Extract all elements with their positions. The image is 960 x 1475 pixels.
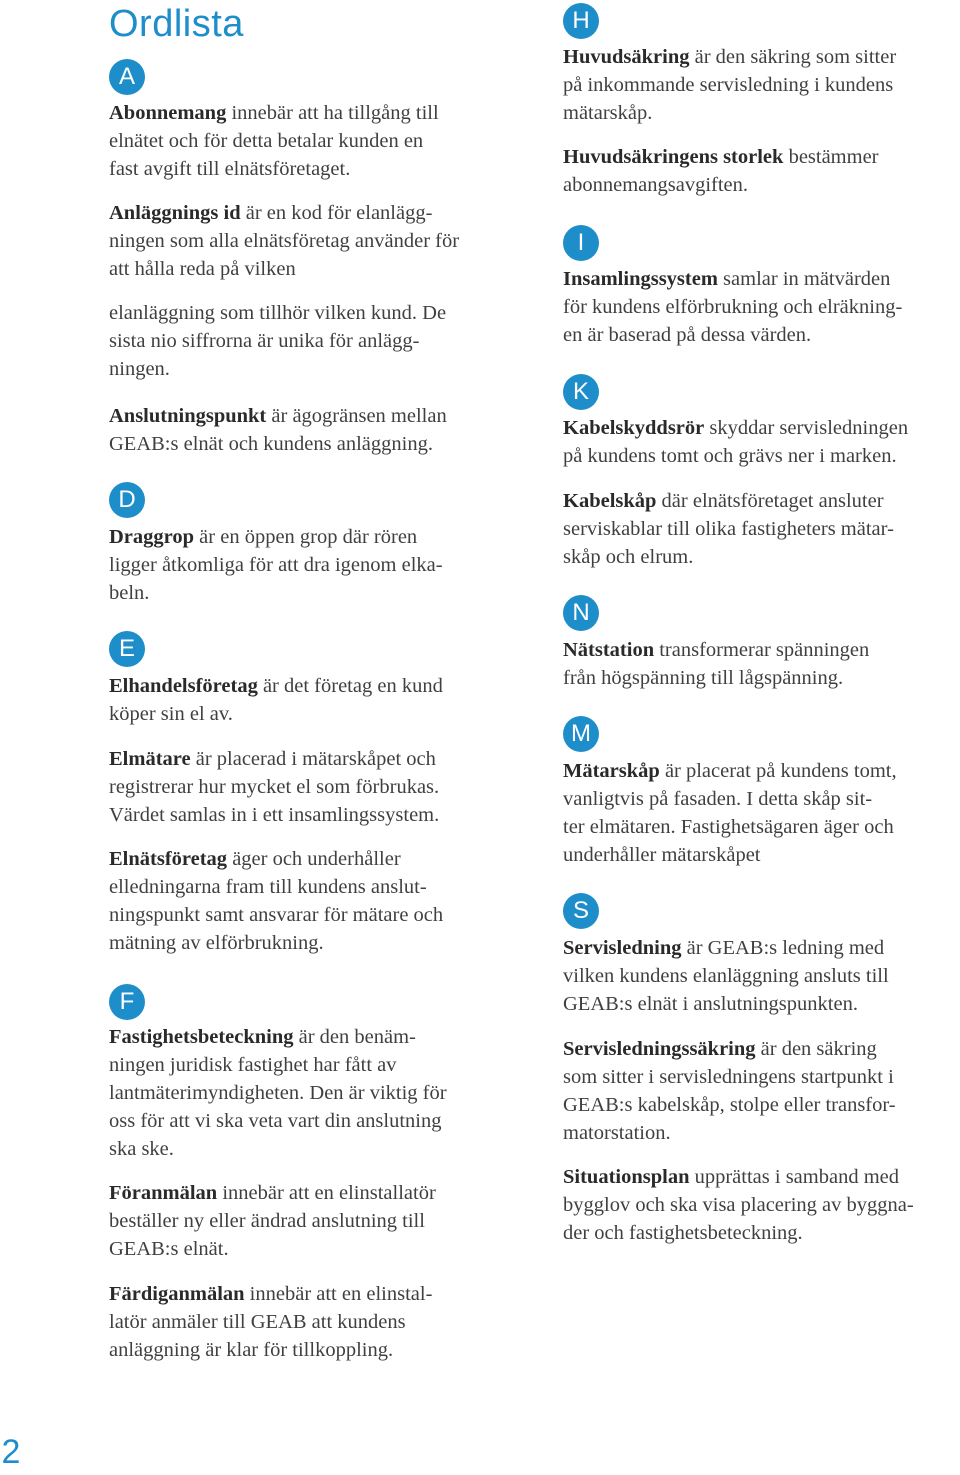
entry-text: oss för att vi ska veta vart din anslutning xyxy=(109,1110,442,1132)
entry-text: anläggning är klar för tillkoppling. xyxy=(109,1339,394,1361)
entry-text: bygglov och ska visa placering av byggna- xyxy=(563,1194,914,1216)
entry-text: från högspänning till lågspänning. xyxy=(563,667,844,689)
entry-text: upprättas i samband med xyxy=(689,1166,899,1188)
entry-anlaggnings-id xyxy=(109,199,459,283)
entry-elmatare xyxy=(109,745,439,829)
entry-text: ningspunkt samt ansvarar för mätare och xyxy=(109,904,444,926)
entry-term: Mätarskåp xyxy=(563,760,660,782)
entry-text: en är baserad på dessa värden. xyxy=(563,324,812,346)
entry-text: fast avgift till elnätsföretaget. xyxy=(109,158,351,180)
letter-heading-d: D xyxy=(109,482,145,518)
letter-heading-m: M xyxy=(563,716,599,752)
entry-text: är den säkring som sitter xyxy=(689,46,897,68)
entry-text: sista nio siffrorna är unika för anlägg- xyxy=(109,330,420,352)
entry-elnatsforetag xyxy=(109,845,443,957)
entry-anslutningspunkt xyxy=(109,402,447,458)
letter-heading-k: K xyxy=(563,374,599,410)
letter-heading-h: H xyxy=(563,3,599,39)
entry-text: lantmäterimyndigheten. Den är viktig för xyxy=(109,1082,447,1104)
entry-draggrop xyxy=(109,523,443,607)
entry-text: innebär att ha tillgång till xyxy=(226,102,439,124)
entry-text: ningen. xyxy=(109,358,170,380)
entry-term: Servisledningssäkring xyxy=(563,1038,756,1060)
entry-text: GEAB:s elnät och kundens anläggning. xyxy=(109,433,433,455)
entry-anlaggnings-id-continued xyxy=(109,299,446,383)
entry-text: GEAB:s kabelskåp, stolpe eller transfor- xyxy=(563,1094,896,1116)
entry-text: vanligtvis på fasaden. I detta skåp sit- xyxy=(563,788,873,810)
entry-text: GEAB:s elnät i anslutningspunkten. xyxy=(563,993,858,1015)
entry-text: ska ske. xyxy=(109,1138,174,1160)
entry-term: Abonnemang xyxy=(109,102,227,124)
entry-text: där elnätsföretaget ansluter xyxy=(656,490,884,512)
entry-text: innebär att en elinstal- xyxy=(244,1283,433,1305)
entry-term: Fastighetsbeteckning xyxy=(109,1026,294,1048)
entry-text: köper sin el av. xyxy=(109,703,233,725)
entry-text: serviskablar till olika fastigheters mätar- xyxy=(563,518,894,540)
entry-text: är GEAB:s ledning med xyxy=(681,937,885,959)
entry-term: Huvudsäkringens storlek xyxy=(563,146,784,168)
entry-text: Värdet samlas in i ett insamlingssystem. xyxy=(109,804,440,826)
entry-text: ter elmätaren. Fastighetsägaren äger och xyxy=(563,816,894,838)
entry-text: ningen som alla elnätsföretag använder för xyxy=(109,230,460,252)
entry-text: vilken kundens elanläggning ansluts till xyxy=(563,965,889,987)
entry-text: der och fastighetsbeteckning. xyxy=(563,1222,803,1244)
entry-text: registrerar hur mycket el som förbrukas. xyxy=(109,776,440,798)
letter-heading-i: I xyxy=(563,225,599,261)
entry-foranmalan xyxy=(109,1179,436,1263)
entry-kabelskyddsror xyxy=(563,414,908,470)
entry-text: är en öppen grop där rören xyxy=(194,526,418,548)
entry-term: Elhandelsföretag xyxy=(109,675,258,697)
entry-text: latör anmäler till GEAB att kundens xyxy=(109,1311,406,1333)
entry-fardiganmalan xyxy=(109,1280,432,1364)
entry-situationsplan xyxy=(563,1163,914,1247)
entry-elhandelsforetag xyxy=(109,672,443,728)
entry-term: Situationsplan xyxy=(563,1166,690,1188)
entry-text: skåp och elrum. xyxy=(563,546,694,568)
entry-text: är den benäm- xyxy=(293,1026,416,1048)
entry-text: transformerar spänningen xyxy=(654,639,870,661)
entry-text: innebär att en elinstallatör xyxy=(217,1182,436,1204)
entry-text: är det företag en kund xyxy=(257,675,443,697)
entry-text: skyddar servisledningen xyxy=(704,417,909,439)
letter-heading-e: E xyxy=(109,631,145,667)
entry-fastighetsbeteckning xyxy=(109,1023,447,1163)
entry-text: matorstation. xyxy=(563,1122,671,1144)
entry-term: Servisledning xyxy=(563,937,682,959)
entry-huvudsakring xyxy=(563,43,896,127)
entry-text: beställer ny eller ändrad anslutning till xyxy=(109,1210,425,1232)
entry-term: Anslutningspunkt xyxy=(109,405,267,427)
entry-text: beln. xyxy=(109,582,150,604)
entry-term: Huvudsäkring xyxy=(563,46,690,68)
entry-text: mätarskåp. xyxy=(563,102,653,124)
entry-text: mätning av elförbrukning. xyxy=(109,932,324,954)
entry-term: Elmätare xyxy=(109,748,191,770)
entry-term: Anläggnings id xyxy=(109,202,241,224)
entry-servisledning xyxy=(563,934,889,1018)
entry-text: elanläggning som tillhör vilken kund. De xyxy=(109,302,447,324)
entry-servisledningssakring xyxy=(563,1035,896,1147)
entry-text: underhåller mätarskåpet xyxy=(563,844,761,866)
letter-heading-n: N xyxy=(563,595,599,631)
entry-text: som sitter i servisledningens startpunkt i xyxy=(563,1066,894,1088)
letter-heading-a: A xyxy=(109,59,145,95)
entry-text: ligger åtkomliga för att dra igenom elka- xyxy=(109,554,443,576)
entry-text: abonnemangsavgiften. xyxy=(563,174,749,196)
entry-kabelskap xyxy=(563,487,894,571)
entry-term: Kabelskyddsrör xyxy=(563,417,705,439)
page-title: Ordlista xyxy=(109,3,244,45)
letter-heading-f: F xyxy=(109,984,145,1020)
entry-text: äger och underhåller xyxy=(227,848,401,870)
entry-abonnemang xyxy=(109,99,439,183)
entry-text: för kundens elförbrukning och elräkning- xyxy=(563,296,903,318)
page-number: 2 xyxy=(1,1433,21,1471)
entry-natstation xyxy=(563,636,869,692)
letter-heading-s: S xyxy=(563,893,599,929)
entry-text: elnätet och för detta betalar kunden en xyxy=(109,130,424,152)
entry-term: Färdiganmälan xyxy=(109,1283,245,1305)
entry-term: Insamlingssystem xyxy=(563,268,718,290)
entry-text: elledningarna fram till kundens anslut- xyxy=(109,876,427,898)
entry-term: Föranmälan xyxy=(109,1182,218,1204)
entry-text: är ägogränsen mellan xyxy=(266,405,447,427)
entry-text: är placerat på kundens tomt, xyxy=(659,760,897,782)
entry-term: Elnätsföretag xyxy=(109,848,228,870)
entry-text: på kundens tomt och grävs ner i marken. xyxy=(563,445,897,467)
entry-text: bestämmer xyxy=(783,146,879,168)
entry-matarskap xyxy=(563,757,897,869)
entry-term: Draggrop xyxy=(109,526,195,548)
entry-text: ningen juridisk fastighet har fått av xyxy=(109,1054,397,1076)
entry-term: Kabelskåp xyxy=(563,490,657,512)
entry-text: på inkommande servisledning i kundens xyxy=(563,74,894,96)
entry-huvudsakringens-storlek xyxy=(563,143,879,199)
entry-text: att hålla reda på vilken xyxy=(109,258,296,280)
entry-text: samlar in mätvärden xyxy=(717,268,891,290)
entry-text: är den säkring xyxy=(755,1038,877,1060)
entry-insamlingssystem xyxy=(563,265,902,349)
entry-text: är placerad i mätarskåpet och xyxy=(190,748,436,770)
entry-text: GEAB:s elnät. xyxy=(109,1238,229,1260)
entry-text: är en kod för elanlägg- xyxy=(240,202,433,224)
entry-term: Nätstation xyxy=(563,639,655,661)
